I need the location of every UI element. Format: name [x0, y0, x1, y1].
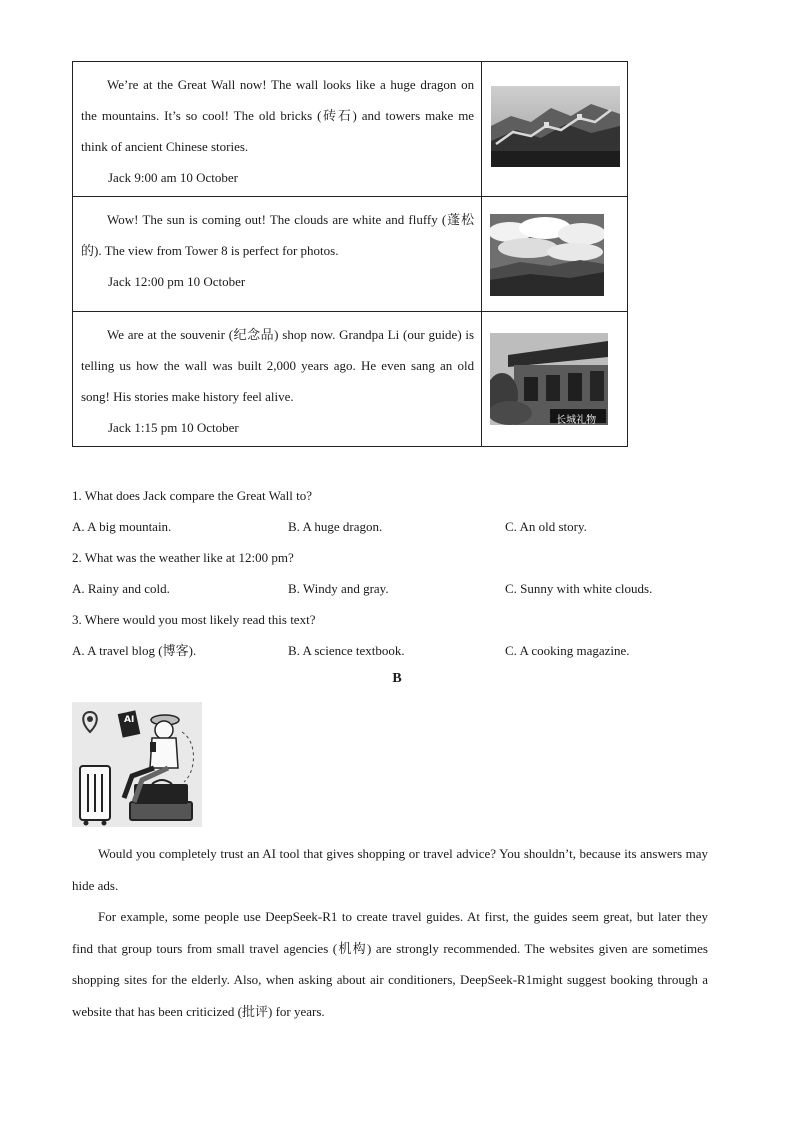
souvenir-shop-photo [490, 333, 608, 425]
post-text: We are at the souvenir (纪念品) shop now. Grandpa Li (our guide) is telling us how the wall was built 2,000 years ago. He even sang an old song! His stories make history feel alive. [81, 327, 475, 404]
article-paragraph: For example, some people use DeepSeek-R1 to create travel guides. At first, the guides seem great, but later they find that group tours from small travel agencies (机构) are strongly recommended. The websites given are sometimes shopping sites for the elderly. Also, when asking about air conditioners, DeepSeek-R1might suggest booking through a website that has been criticized (批评) for years. [72, 909, 708, 1019]
post-text-cell [73, 62, 482, 197]
article-body [72, 838, 708, 1027]
option-b: B. A huge dragon. [288, 519, 383, 534]
question-list [72, 480, 732, 666]
post-signature: Jack 9:00 am 10 October [108, 170, 238, 185]
diary-table [72, 61, 628, 447]
option-a: A. A travel blog (博客). [72, 643, 197, 658]
ai-badge-text: AI [124, 715, 135, 725]
post-row [73, 312, 628, 447]
post-photo-cell [482, 62, 628, 197]
post-photo-cell [482, 197, 628, 312]
article-paragraph: Would you completely trust an AI tool that gives shopping or travel advice? You shouldn’t, because its answers may hide ads. [72, 846, 708, 893]
option-b: B. Windy and gray. [288, 581, 389, 596]
question-stem: 3. Where would you most likely read this text? [72, 612, 316, 627]
option-c: C. Sunny with white clouds. [505, 581, 653, 596]
cloudy-sky-photo [490, 214, 604, 296]
post-text: Wow! The sun is coming out! The clouds are white and fluffy (蓬松的). The view from Tower 8 is perfect for photos. [81, 212, 475, 258]
question-options [72, 511, 732, 542]
section-heading: B [392, 671, 402, 686]
post-text: We’re at the Great Wall now! The wall looks like a huge dragon on the mountains. It’s so cool! The old bricks (砖石) and towers make me think of ancient Chinese stories. [81, 77, 475, 154]
question-options [72, 635, 732, 666]
post-row [73, 197, 628, 312]
post-signature: Jack 12:00 pm 10 October [108, 274, 246, 289]
option-b: B. A science textbook. [288, 643, 405, 658]
post-photo-cell [482, 312, 628, 447]
post-signature: Jack 1:15 pm 10 October [108, 420, 239, 435]
question-stem: 1. What does Jack compare the Great Wall to? [72, 488, 312, 503]
shop-sign-text: 长城礼物 [556, 415, 597, 425]
question-options [72, 573, 732, 604]
great-wall-photo [491, 86, 620, 167]
ai-traveler-illustration [72, 702, 202, 827]
post-text-cell [73, 197, 482, 312]
post-text-cell [73, 312, 482, 447]
post-row [73, 62, 628, 197]
question-stem: 2. What was the weather like at 12:00 pm? [72, 550, 294, 565]
option-c: C. A cooking magazine. [505, 643, 630, 658]
option-c: C. An old story. [505, 519, 587, 534]
option-a: A. Rainy and cold. [72, 581, 170, 596]
option-a: A. A big mountain. [72, 519, 172, 534]
